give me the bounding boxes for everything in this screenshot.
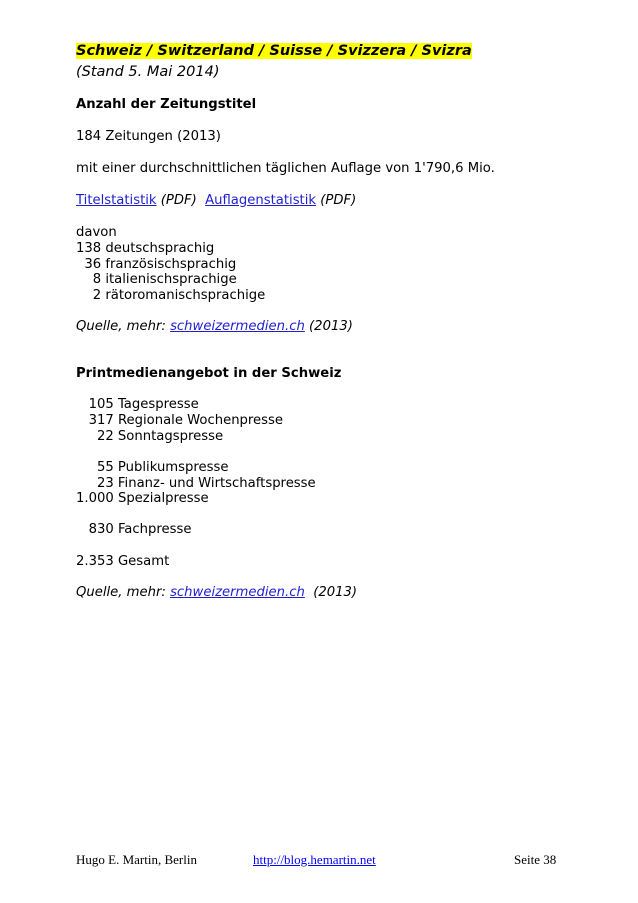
print-row: 105 Tagespresse <box>76 397 199 412</box>
pdf-note-1: (PDF) <box>156 193 206 208</box>
print-row: 23 Finanz- und Wirtschaftspresse <box>76 476 316 491</box>
source-line-1 <box>76 319 353 335</box>
source-prefix: Quelle, mehr: <box>76 585 171 600</box>
titelstatistik-link[interactable]: Titelstatistik <box>76 193 157 208</box>
statistics-links <box>76 193 356 209</box>
page-title <box>76 43 472 59</box>
title-highlight: Schweiz / Switzerland / Suisse / Svizzera / Svizra <box>76 43 472 59</box>
schweizermedien-link[interactable]: schweizermedien.ch <box>170 585 305 600</box>
print-row: 55 Publikumspresse <box>76 460 229 475</box>
print-row: 317 Regionale Wochenpresse <box>76 413 284 428</box>
page-subtitle: (Stand 5. Mai 2014) <box>76 64 220 80</box>
source-suffix: (2013) <box>304 585 358 600</box>
auflagenstatistik-link[interactable]: Auflagenstatistik <box>205 193 317 208</box>
section2-heading: Printmedienangebot in der Schweiz <box>76 366 342 381</box>
print-row: 1.000 Spezialpresse <box>76 491 209 506</box>
schweizermedien-link[interactable]: schweizermedien.ch <box>170 319 305 334</box>
davon-label: davon <box>76 225 117 240</box>
footer-url-link[interactable]: http://blog.hemartin.net <box>253 852 376 867</box>
source-line-2 <box>76 585 357 601</box>
footer-author: Hugo E. Martin, Berlin <box>76 852 197 867</box>
source-suffix: (2013) <box>304 319 353 334</box>
pdf-note-2: (PDF) <box>316 193 357 208</box>
print-row: 22 Sonntagspresse <box>76 429 224 444</box>
language-row: 138 deutschsprachig <box>76 241 215 256</box>
footer-page-number: Seite 38 <box>514 852 557 867</box>
circulation-text: mit einer durchschnittlichen täglichen Auflage von 1'790,6 Mio. <box>76 161 495 176</box>
source-prefix: Quelle, mehr: <box>76 319 171 334</box>
language-row: 8 italienischsprachige <box>76 272 237 287</box>
language-row: 2 rätoromanischsprachige <box>76 288 266 303</box>
print-row: 830 Fachpresse <box>76 522 192 537</box>
print-total: 2.353 Gesamt <box>76 554 170 569</box>
newspaper-count: 184 Zeitungen (2013) <box>76 129 221 144</box>
language-row: 36 französischsprachig <box>76 257 237 272</box>
section1-heading: Anzahl der Zeitungstitel <box>76 97 257 112</box>
